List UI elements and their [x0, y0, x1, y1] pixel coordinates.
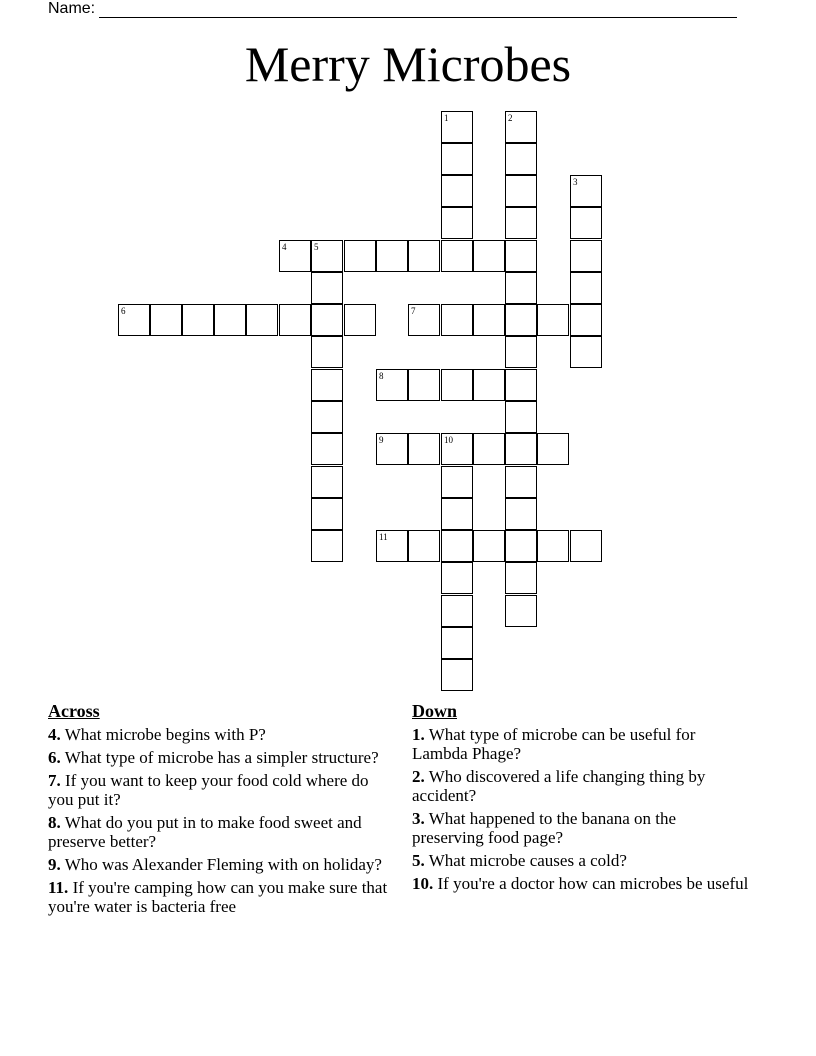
grid-cell[interactable] [505, 240, 537, 272]
name-line[interactable] [99, 2, 737, 18]
clue-number: 9. [48, 855, 61, 874]
clue-number: 5 [314, 242, 319, 252]
grid-cell[interactable] [408, 240, 440, 272]
grid-cell[interactable] [505, 111, 537, 143]
clue-text: What type of microbe can be useful for Lambda Phage? [412, 725, 696, 763]
clue-number: 5. [412, 851, 425, 870]
across-heading: Across [48, 701, 100, 721]
grid-cell[interactable] [344, 240, 376, 272]
grid-cell[interactable] [505, 175, 537, 207]
clue-number: 3. [412, 809, 425, 828]
grid-cell[interactable] [376, 433, 408, 465]
grid-cell[interactable] [537, 530, 569, 562]
grid-cell[interactable] [441, 304, 473, 336]
across-clue [48, 813, 388, 851]
grid-cell[interactable] [441, 240, 473, 272]
clue-number: 9 [379, 435, 384, 445]
grid-cell[interactable] [441, 111, 473, 143]
grid-cell[interactable] [408, 433, 440, 465]
clue-number: 1 [444, 113, 449, 123]
grid-cell[interactable] [182, 304, 214, 336]
name-field[interactable] [48, 0, 737, 18]
across-clue [48, 725, 388, 744]
down-clue [412, 874, 752, 893]
grid-cell[interactable] [570, 272, 602, 304]
grid-cell[interactable] [441, 562, 473, 594]
clue-number: 8. [48, 813, 61, 832]
clue-number: 7 [411, 306, 416, 316]
clue-number: 10 [444, 435, 453, 445]
grid-cell[interactable] [408, 304, 440, 336]
grid-cell[interactable] [570, 207, 602, 239]
grid-cell[interactable] [570, 175, 602, 207]
clue-text: If you're camping how can you make sure that you're water is bacteria free [48, 878, 388, 916]
grid-cell[interactable] [118, 304, 150, 336]
down-clue [412, 851, 752, 870]
grid-cell[interactable] [473, 304, 505, 336]
clue-number: 6. [48, 748, 61, 767]
grid-cell[interactable] [441, 627, 473, 659]
grid-cell[interactable] [441, 369, 473, 401]
grid-cell[interactable] [473, 369, 505, 401]
page-title: Merry Microbes [244, 36, 572, 92]
grid-cell[interactable] [505, 595, 537, 627]
grid-cell[interactable] [537, 433, 569, 465]
grid-cell[interactable] [570, 336, 602, 368]
clue-number: 4. [48, 725, 61, 744]
across-clue [48, 771, 388, 809]
grid-cell[interactable] [311, 240, 343, 272]
grid-cell[interactable] [473, 530, 505, 562]
grid-cell[interactable] [505, 369, 537, 401]
grid-cell[interactable] [570, 530, 602, 562]
grid-cell[interactable] [441, 498, 473, 530]
clue-number: 7. [48, 771, 61, 790]
clue-number: 1. [412, 725, 425, 744]
grid-cell[interactable] [311, 466, 343, 498]
grid-cell[interactable] [505, 207, 537, 239]
across-clue [48, 855, 388, 874]
grid-cell[interactable] [441, 143, 473, 175]
grid-cell[interactable] [441, 659, 473, 691]
grid-cell[interactable] [311, 369, 343, 401]
grid-cell[interactable] [311, 433, 343, 465]
grid-cell[interactable] [570, 240, 602, 272]
name-label: Name: [48, 0, 96, 17]
clue-text: What do you put in to make food sweet and preserve better? [48, 813, 362, 851]
grid-cell[interactable] [570, 304, 602, 336]
grid-cell[interactable] [408, 369, 440, 401]
grid-cell[interactable] [537, 304, 569, 336]
down-clues [412, 702, 752, 897]
grid-cell[interactable] [505, 304, 537, 336]
clue-text: What microbe begins with P? [64, 725, 266, 744]
grid-cell[interactable] [505, 466, 537, 498]
grid-cell[interactable] [505, 562, 537, 594]
across-clue [48, 748, 388, 767]
grid-cell[interactable] [376, 530, 408, 562]
grid-cell[interactable] [441, 530, 473, 562]
grid-cell[interactable] [311, 401, 343, 433]
clue-number: 2. [412, 767, 425, 786]
grid-cell[interactable] [311, 304, 343, 336]
grid-cell[interactable] [473, 433, 505, 465]
clue-text: If you're a doctor how can microbes be useful [437, 874, 749, 893]
clue-text: What type of microbe has a simpler structure? [64, 748, 379, 767]
down-clue [412, 725, 752, 763]
grid-cell[interactable] [441, 595, 473, 627]
grid-cell[interactable] [311, 272, 343, 304]
grid-cell[interactable] [505, 143, 537, 175]
grid-cell[interactable] [441, 207, 473, 239]
grid-cell[interactable] [246, 304, 278, 336]
clue-number: 11 [379, 532, 388, 542]
clue-number: 11. [48, 878, 69, 897]
clue-text: If you want to keep your food cold where do you put it? [48, 771, 369, 809]
down-heading: Down [412, 701, 458, 721]
clue-number: 6 [121, 306, 126, 316]
clue-number: 8 [379, 371, 384, 381]
clue-text: What microbe causes a cold? [428, 851, 627, 870]
grid-cell[interactable] [441, 433, 473, 465]
grid-cell[interactable] [150, 304, 182, 336]
grid-cell[interactable] [473, 240, 505, 272]
clue-number: 4 [282, 242, 287, 252]
clue-text: Who discovered a life changing thing by accident? [412, 767, 706, 805]
clue-text: Who was Alexander Fleming with on holiday? [64, 855, 382, 874]
grid-cell[interactable] [505, 433, 537, 465]
grid-cell[interactable] [505, 401, 537, 433]
across-clue [48, 878, 388, 916]
clue-number: 3 [573, 177, 578, 187]
grid-cell[interactable] [311, 336, 343, 368]
grid-cell[interactable] [408, 530, 440, 562]
grid-cell[interactable] [311, 498, 343, 530]
grid-cell[interactable] [214, 304, 246, 336]
clue-number: 10. [412, 874, 434, 893]
clue-text: What happened to the banana on the preserving food page? [412, 809, 677, 847]
across-clue-list [48, 725, 388, 916]
grid-cell[interactable] [505, 272, 537, 304]
grid-cell[interactable] [344, 304, 376, 336]
grid-cell[interactable] [279, 304, 311, 336]
grid-cell[interactable] [376, 240, 408, 272]
grid-cell[interactable] [279, 240, 311, 272]
down-clue-list [412, 725, 752, 893]
down-clue [412, 809, 752, 847]
grid-cell[interactable] [441, 175, 473, 207]
grid-cell[interactable] [441, 466, 473, 498]
grid-cell[interactable] [376, 369, 408, 401]
grid-cell[interactable] [311, 530, 343, 562]
down-clue [412, 767, 752, 805]
grid-cell[interactable] [505, 498, 537, 530]
grid-cell[interactable] [505, 530, 537, 562]
grid-cell[interactable] [505, 336, 537, 368]
clue-number: 2 [508, 113, 513, 123]
across-clues [48, 702, 388, 920]
